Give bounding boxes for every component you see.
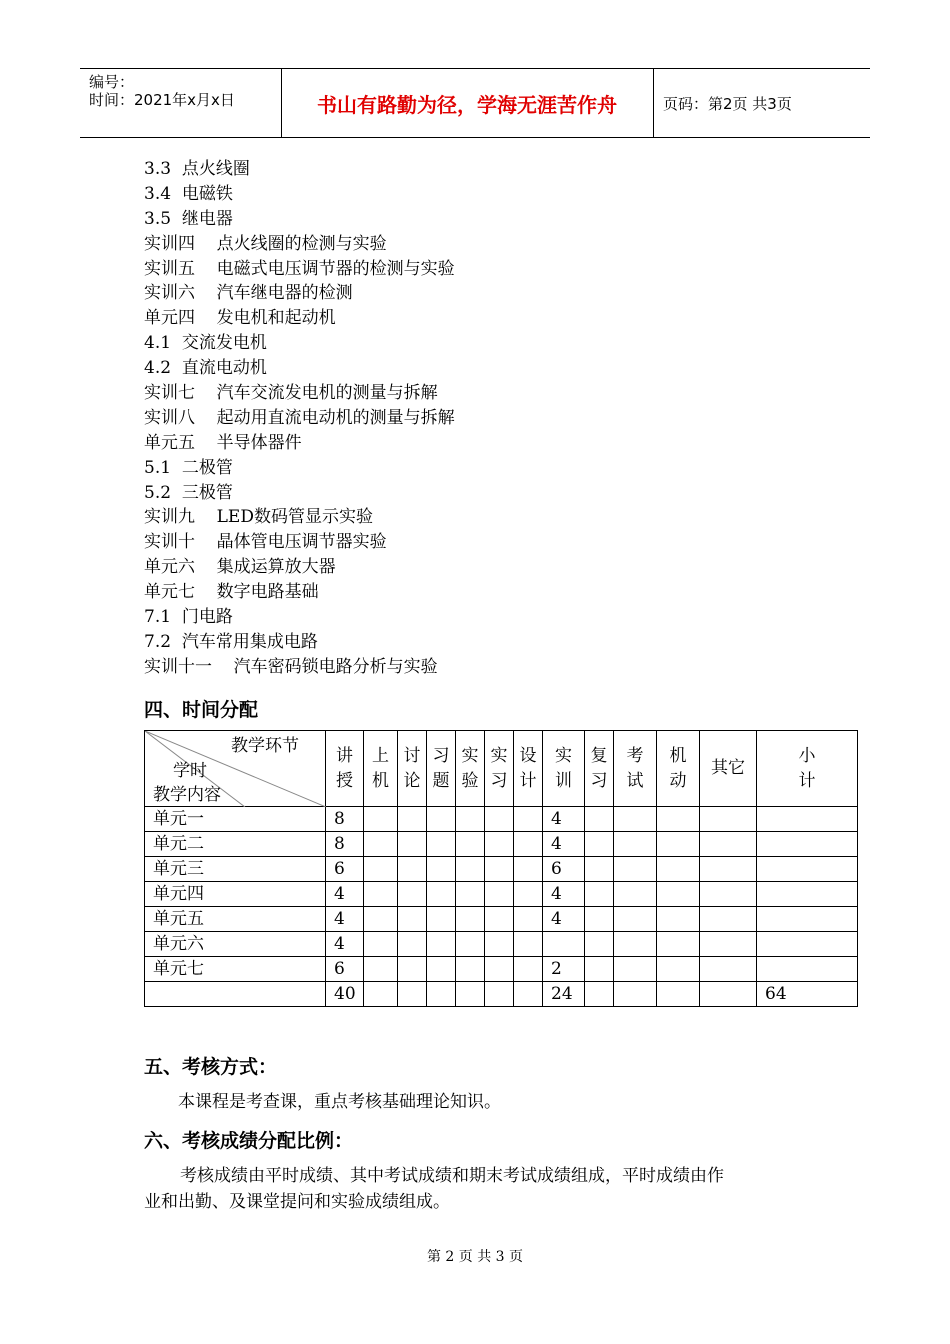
course-outline [144, 157, 455, 680]
table-cell: 4 [326, 907, 364, 932]
table-cell [427, 957, 456, 982]
table-cell [398, 807, 427, 832]
table-cell [657, 832, 700, 857]
table-cell [614, 857, 657, 882]
table-cell: 6 [326, 957, 364, 982]
table-cell [398, 857, 427, 882]
corner-label-hours: 学时 [173, 761, 207, 781]
table-cell [456, 832, 485, 857]
table-row [145, 832, 858, 857]
table-cell: 24 [543, 982, 585, 1007]
section-title-grade-ratio: 六、考核成绩分配比例： [144, 1130, 354, 1152]
table-cell [514, 832, 543, 857]
table-cell [364, 807, 398, 832]
table-cell [514, 882, 543, 907]
table-cell [364, 832, 398, 857]
table-cell [585, 982, 614, 1007]
table-cell [398, 982, 427, 1007]
table-cell [485, 932, 514, 957]
outline-line: 实训四 点火线圈的检测与实验 [144, 233, 387, 254]
table-cell: 4 [543, 832, 585, 857]
column-header-label: 讲授 [336, 745, 353, 791]
table-cell: 64 [757, 982, 858, 1007]
table-cell [514, 857, 543, 882]
table-cell [657, 807, 700, 832]
table-cell [514, 807, 543, 832]
table-cell [485, 907, 514, 932]
table-cell [485, 982, 514, 1007]
table-cell [427, 807, 456, 832]
table-cell: 6 [543, 857, 585, 882]
outline-line: 实训十一 汽车密码锁电路分析与实验 [144, 656, 438, 677]
column-header [514, 731, 543, 807]
table-cell: 4 [543, 882, 585, 907]
table-cell [614, 957, 657, 982]
table-cell [398, 957, 427, 982]
table-cell [427, 907, 456, 932]
table-cell [427, 932, 456, 957]
row-label: 单元六 [145, 932, 326, 957]
table-cell [700, 957, 757, 982]
table-cell: 4 [543, 807, 585, 832]
outline-line: 7.1 门电路 [144, 607, 233, 628]
outline-line: 单元五 半导体器件 [144, 432, 302, 453]
table-cell [614, 807, 657, 832]
table-cell [427, 832, 456, 857]
table-header-row [145, 731, 858, 807]
row-label: 单元二 [145, 832, 326, 857]
table-cell [514, 932, 543, 957]
table-cell [585, 932, 614, 957]
column-header-label: 实验 [461, 745, 479, 791]
table-cell: 4 [326, 882, 364, 907]
table-row [145, 957, 858, 982]
table-cell [614, 832, 657, 857]
table-cell [485, 957, 514, 982]
row-label: 单元一 [145, 807, 326, 832]
table-cell [514, 957, 543, 982]
table-cell [700, 832, 757, 857]
section-title-assessment: 五、考核方式： [144, 1056, 278, 1078]
column-header-label: 设计 [519, 745, 537, 791]
table-cell: 4 [326, 932, 364, 957]
table-cell [398, 907, 427, 932]
row-label: 单元五 [145, 907, 326, 932]
column-header [585, 731, 614, 807]
table-cell: 40 [326, 982, 364, 1007]
column-header [326, 731, 364, 807]
table-cell [585, 807, 614, 832]
time-allocation-table [144, 730, 858, 1007]
table-cell [398, 932, 427, 957]
table-cell [398, 882, 427, 907]
table-cell [757, 807, 858, 832]
table-row [145, 882, 858, 907]
table-cell [757, 932, 858, 957]
table-cell [757, 882, 858, 907]
table-cell [614, 882, 657, 907]
outline-line: 5.1 二极管 [144, 457, 233, 478]
table-cell [700, 882, 757, 907]
column-header [456, 731, 485, 807]
table-cell [456, 882, 485, 907]
table-cell [485, 882, 514, 907]
grade-ratio-line-1: 考核成绩由平时成绩、其中考试成绩和期末考试成绩组成，平时成绩由作 [180, 1166, 724, 1186]
column-header-label: 实训 [555, 745, 572, 791]
table-cell: 2 [543, 957, 585, 982]
header-motto: 书山有路勤为径，学海无涯苦作舟 [281, 69, 654, 137]
table-cell [614, 932, 657, 957]
page-footer: 第 2 页 共 3 页 [426, 1249, 524, 1265]
corner-label-teaching-stage: 教学环节 [231, 736, 299, 756]
table-cell [514, 982, 543, 1007]
column-header-label: 考试 [626, 745, 644, 791]
table-cell [456, 907, 485, 932]
header-meta-cell [80, 69, 282, 137]
table-cell [364, 907, 398, 932]
assessment-text: 本课程是考查课，重点考核基础理论知识。 [178, 1092, 501, 1112]
table-cell [614, 982, 657, 1007]
outline-line: 3.4 电磁铁 [144, 183, 233, 204]
column-header [614, 731, 657, 807]
column-header-label: 机动 [669, 745, 687, 791]
column-header-label: 小计 [798, 745, 816, 791]
column-header [364, 731, 398, 807]
table-corner-cell [145, 731, 326, 807]
table-cell [757, 957, 858, 982]
outline-line: 实训十 晶体管电压调节器实验 [144, 532, 387, 553]
table-cell [657, 857, 700, 882]
table-cell [585, 832, 614, 857]
table-cell [757, 832, 858, 857]
row-label: 单元三 [145, 857, 326, 882]
table-cell [585, 957, 614, 982]
table-cell [456, 982, 485, 1007]
table-row [145, 907, 858, 932]
table-row [145, 857, 858, 882]
table-cell [700, 982, 757, 1007]
table-cell [585, 857, 614, 882]
table-cell [657, 982, 700, 1007]
number-label: 编号： [89, 73, 135, 91]
outline-line: 4.1 交流发电机 [144, 333, 267, 354]
table-cell [364, 882, 398, 907]
table-cell [700, 857, 757, 882]
column-header-label: 上机 [372, 745, 389, 791]
outline-line: 单元四 发电机和起动机 [144, 308, 336, 329]
outline-line: 4.2 直流电动机 [144, 358, 267, 379]
table-cell [427, 857, 456, 882]
grade-ratio-line-2: 业和出勤、及课堂提问和实验成绩组成。 [144, 1192, 450, 1212]
column-header-label: 习题 [432, 745, 450, 791]
table-row [145, 807, 858, 832]
outline-line: 实训九 LED数码管显示实验 [144, 507, 373, 528]
column-header [427, 731, 456, 807]
table-cell: 8 [326, 807, 364, 832]
table-cell [364, 982, 398, 1007]
outline-line: 单元七 数字电路基础 [144, 582, 319, 603]
table-cell [485, 857, 514, 882]
table-cell [364, 932, 398, 957]
table-cell [364, 857, 398, 882]
table-cell [585, 907, 614, 932]
row-label: 单元四 [145, 882, 326, 907]
column-header [543, 731, 585, 807]
table-cell [585, 882, 614, 907]
page-header [80, 68, 870, 138]
corner-label-content: 教学内容 [153, 785, 221, 805]
table-cell [700, 907, 757, 932]
outline-line: 实训八 起动用直流电动机的测量与拆解 [144, 407, 455, 428]
table-cell [456, 957, 485, 982]
table-cell [364, 957, 398, 982]
table-cell [657, 907, 700, 932]
table-cell [614, 907, 657, 932]
table-cell [427, 882, 456, 907]
table-cell [657, 957, 700, 982]
column-header-label: 复习 [590, 745, 608, 791]
table-cell [700, 932, 757, 957]
table-cell [485, 832, 514, 857]
table-cell: 6 [326, 857, 364, 882]
table-cell [700, 807, 757, 832]
column-header [657, 731, 700, 807]
header-page-info: 页码：第2页 共3页 [663, 94, 792, 113]
outline-line: 实训七 汽车交流发电机的测量与拆解 [144, 383, 438, 404]
table-cell [543, 932, 585, 957]
table-cell: 8 [326, 832, 364, 857]
outline-line: 3.5 继电器 [144, 208, 233, 229]
table-cell: 4 [543, 907, 585, 932]
column-header [485, 731, 514, 807]
time-label: 时间：2021年x月x日 [89, 91, 235, 109]
table-cell [657, 932, 700, 957]
table-cell [757, 907, 858, 932]
table-cell [456, 932, 485, 957]
table-row [145, 982, 858, 1007]
table-cell [514, 907, 543, 932]
section-title-time-allocation: 四、时间分配 [144, 699, 259, 721]
table-cell [485, 807, 514, 832]
outline-line: 3.3 点火线圈 [144, 159, 250, 179]
row-label: 单元七 [145, 957, 326, 982]
table-cell [398, 832, 427, 857]
column-header [700, 731, 757, 807]
table-row [145, 932, 858, 957]
column-header [398, 731, 427, 807]
table-cell [427, 982, 456, 1007]
table-cell [456, 857, 485, 882]
table-cell [456, 807, 485, 832]
outline-line: 单元六 集成运算放大器 [144, 557, 336, 578]
column-header-label: 其它 [711, 758, 745, 778]
table-cell [657, 882, 700, 907]
outline-line: 7.2 汽车常用集成电路 [144, 631, 318, 652]
column-header [757, 731, 858, 807]
column-header-label: 讨论 [403, 745, 421, 791]
table-cell [757, 857, 858, 882]
outline-line: 实训五 电磁式电压调节器的检测与实验 [144, 258, 455, 279]
outline-line: 实训六 汽车继电器的检测 [144, 283, 353, 304]
row-label [145, 982, 326, 1007]
column-header-label: 实习 [490, 745, 508, 791]
outline-line: 5.2 三极管 [144, 482, 233, 503]
